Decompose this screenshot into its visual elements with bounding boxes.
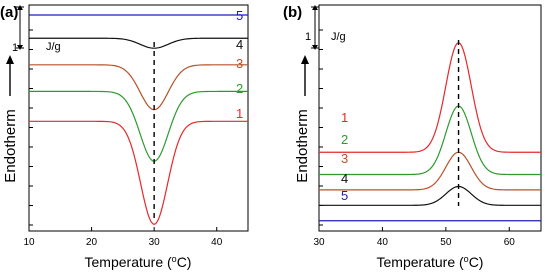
panel-a-series-1-line (29, 121, 248, 224)
panel-b-x-tick-label: 60 (503, 237, 515, 248)
panel-b-x-tick-label: 40 (376, 237, 388, 248)
panel-b-curves (319, 43, 541, 221)
panel-a (0, 4, 248, 270)
panel-a-x-tick-label: 20 (86, 237, 98, 248)
panel-b-series-label-1: 1 (341, 110, 349, 125)
panel-a-y-ticks (29, 30, 33, 225)
panel-b-xlabel: Temperature ($^o$C) (376, 254, 484, 270)
panel-a-scale-bar-unit: J/g (46, 41, 61, 53)
panel-b-y-ticks (319, 30, 323, 225)
panel-a-series-label-4: 4 (236, 37, 244, 52)
panel-b-label: (b) (283, 4, 303, 21)
panel-a-ylabel: Endotherm (2, 109, 19, 183)
panel-b-series-label-5: 5 (341, 188, 349, 203)
panel-a-frame (29, 5, 248, 231)
panel-b-scale-bar (305, 5, 346, 50)
panel-a-x-ticks (23, 227, 222, 248)
panel-b-scale-bar-value: 1 (305, 31, 312, 43)
panel-b-series-3-line (319, 152, 541, 190)
panel-a-series-label-2: 2 (236, 81, 244, 96)
panel-a-endotherm-arrow (6, 55, 14, 96)
panel-b-series-label-3: 3 (341, 151, 349, 166)
panel-a-x-tick-label: 30 (148, 237, 160, 248)
panel-a-series-labels (236, 8, 243, 121)
panel-b-x-tick-label: 30 (313, 237, 325, 248)
panel-b-x-ticks (313, 227, 515, 248)
panel-a-scale-bar-value: 1 (12, 42, 19, 54)
panel-b-series-labels (341, 110, 348, 203)
panel-a-curves (29, 15, 248, 224)
panel-a-series-3-line (29, 65, 248, 110)
panel-a-scale-bar (12, 5, 61, 54)
panel-b-x-tick-label: 50 (440, 237, 452, 248)
panel-b-series-label-2: 2 (341, 132, 349, 147)
panel-a-series-4-line (29, 38, 248, 48)
panel-b-series-label-4: 4 (341, 171, 349, 186)
panel-a-x-tick-label: 40 (211, 237, 223, 248)
panel-b-series-1-line (319, 43, 541, 153)
panel-b-ylabel: Endotherm (294, 109, 311, 183)
panel-a-series-label-1: 1 (236, 106, 244, 121)
panel-a-label: (a) (0, 4, 19, 21)
panel-b-scale-bar-unit: J/g (331, 31, 346, 43)
panel-a-xlabel: Temperature ($^o$C) (84, 254, 192, 270)
panel-b-series-2-line (319, 106, 541, 174)
panel-b-endotherm-arrow (301, 55, 309, 96)
panel-a-series-label-3: 3 (236, 56, 244, 71)
panel-a-series-label-5: 5 (236, 8, 244, 23)
panel-b (283, 4, 541, 270)
panel-a-series-2-line (29, 91, 248, 161)
panel-b-frame (319, 5, 541, 231)
panel-a-x-tick-label: 10 (23, 237, 35, 248)
